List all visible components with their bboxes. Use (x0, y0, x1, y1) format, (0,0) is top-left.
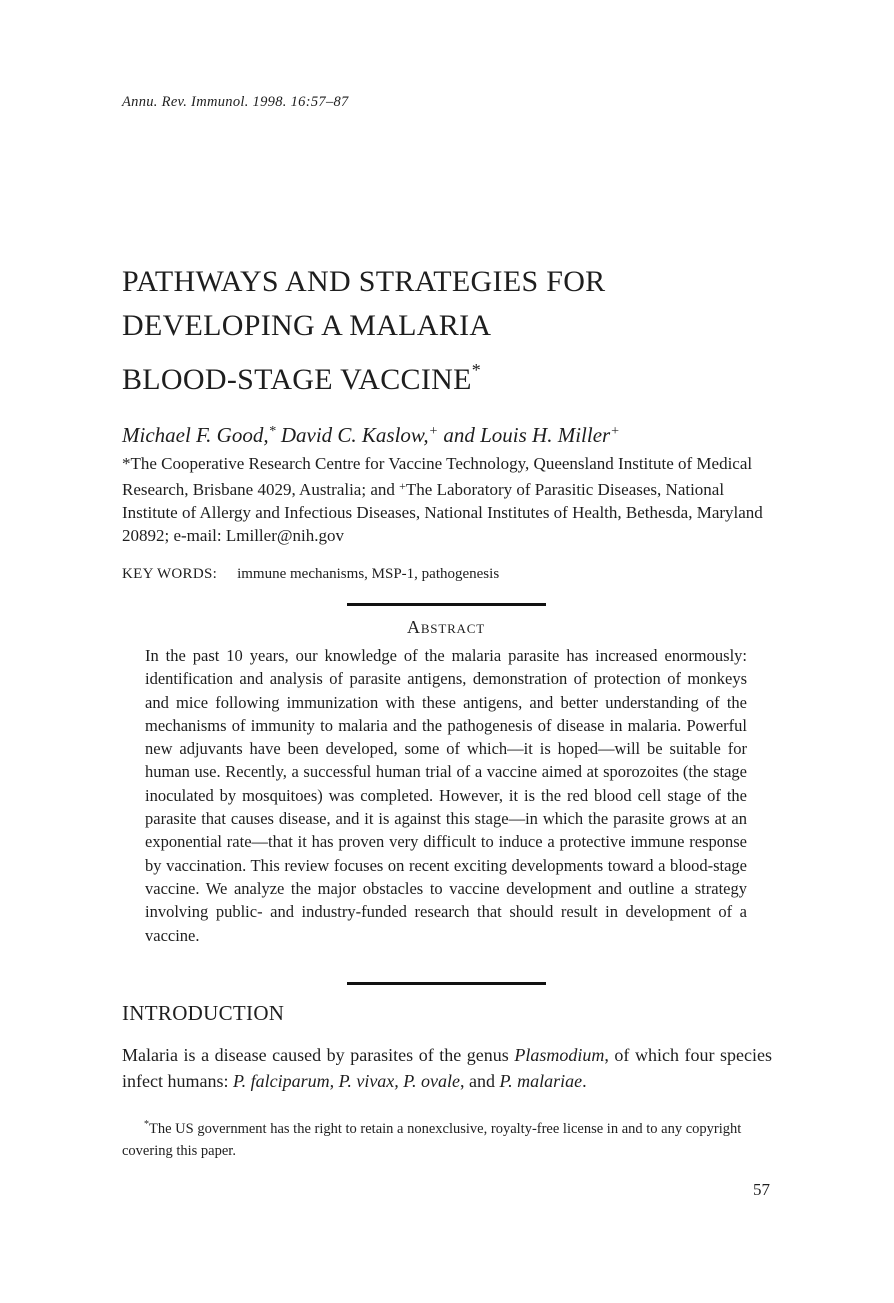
keywords-terms: immune mechanisms, MSP-1, pathogenesis (237, 566, 500, 582)
author-byline (122, 423, 802, 448)
intro-text: . (582, 1071, 587, 1091)
author-affiliation-marker: + (610, 424, 620, 439)
footnote-text: The US government has the right to retain a nonexclusive, royalty-free license in and to any copyright covering this paper. (122, 1121, 742, 1159)
keywords-label: KEY WORDS: (122, 566, 218, 582)
intro-text: , and (459, 1071, 500, 1091)
author-affiliation-marker: * (268, 424, 276, 439)
affiliation-marker: + (399, 479, 406, 493)
journal-citation: Annu. Rev. Immunol. 1998. 16:57–87 (122, 94, 349, 110)
species-names: P. falciparum, P. vivax, P. ovale (232, 1071, 460, 1091)
species-name: P. malariae (499, 1071, 583, 1091)
author-name: Michael F. Good, (122, 423, 269, 447)
paper-title-line-3 (122, 348, 802, 402)
paper-title-line-3-text: BLOOD-STAGE VACCINE (122, 363, 472, 396)
genus-name: Plasmodium (514, 1045, 605, 1065)
affiliation-text (122, 452, 774, 547)
author-name: and Louis H. Miller (438, 423, 611, 447)
page-number: 57 (753, 1180, 770, 1199)
paper-title-line-2: DEVELOPING A MALARIA (122, 309, 492, 342)
author-affiliation-marker: + (428, 424, 439, 439)
abstract-heading: Abstract (407, 617, 485, 637)
intro-text: Malaria is a disease caused by parasites of the genus (122, 1045, 515, 1065)
author-name: David C. Kaslow, (275, 423, 429, 447)
affiliation-segment: *The Cooperative Research Centre for Vaccine Technology, Queensland Institute of Medical Research, Brisbane 4029, Australia; and (122, 454, 753, 499)
title-footnote-marker: * (471, 360, 482, 380)
affiliation-segment: The Laboratory of Parasitic Diseases, National Institute of Allergy and Infectious Diseases, National Institutes of Health, Bethesda, Maryland 20892; e-mail: Lmiller@nih.gov (122, 480, 763, 545)
footnote-marker: * (144, 1119, 149, 1130)
abstract-body: In the past 10 years, our knowledge of the malaria parasite has increased enormously: identification and analysis of parasite antigens, demonstration of protection of monkeys and mice following immunization with these antigens, and better understanding of the mechanisms of immunity to malaria and the pathogenesis of disease in malaria. Powerful new adjuvants have been developed, some of which—it is hoped—will be suitable for human use. Recently, a successful human trial of a vaccine aimed at sporozoites (the stage inoculated by mosquitoes) was completed. However, it is the red blood cell stage of the parasite that causes disease, and it is against this stage—in which the parasite grows at an exponential rate—that it has proven very difficult to induce a protective immune response by vaccination. This review focuses on recent exciting developments toward a blood-stage vaccine. We analyze the major obstacles to vaccine development and outline a strategy involving public- and industry-funded research that should result in development of a vaccine. (145, 646, 747, 945)
copyright-footnote (122, 1114, 774, 1162)
introduction-heading: INTRODUCTION (122, 1001, 285, 1025)
introduction-paragraph (122, 1042, 772, 1094)
keywords-line (122, 566, 774, 583)
abstract-rule-bottom (347, 982, 546, 985)
intro-text: , of which four species infect humans: (122, 1045, 773, 1091)
paper-title (122, 260, 802, 402)
paper-title-line-1: PATHWAYS AND STRATEGIES FOR (122, 265, 606, 298)
abstract-rule-top (347, 603, 546, 606)
